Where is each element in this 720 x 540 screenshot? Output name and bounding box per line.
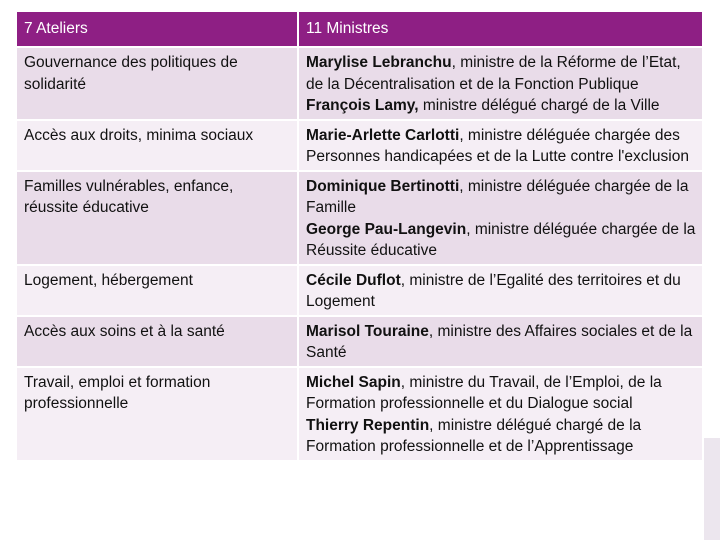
ministres-cell [298, 367, 703, 460]
table-header-row [17, 12, 703, 47]
ministres-cell [298, 171, 703, 265]
minister-entry [306, 219, 696, 262]
minister-role: , ministre de la Réforme de l’Etat, de la Décentralisation et de la Fonction Publique [306, 54, 681, 93]
minister-name: George Pau-Langevin [306, 220, 467, 238]
minister-name: Michel Sapin [306, 373, 401, 391]
atelier-cell: Gouvernance des politiques de solidarité [17, 47, 298, 120]
atelier-cell: Travail, emploi et formation professionnelle [17, 367, 298, 460]
header-ministres: 11 Ministres [298, 12, 703, 47]
minister-name: Marisol Touraine [306, 322, 429, 340]
ministres-cell [298, 47, 703, 120]
atelier-cell: Accès aux soins et à la santé [17, 316, 298, 367]
ministres-cell [298, 120, 703, 171]
minister-role: , ministre délégué chargé de la Formation professionnelle et de l’Apprentissage [306, 416, 642, 455]
minister-name: Dominique Bertinotti [306, 177, 460, 195]
minister-entry [306, 95, 696, 117]
minister-name: Cécile Duflot [306, 271, 401, 289]
minister-entry [306, 372, 696, 415]
table-row [17, 316, 703, 367]
minister-role: , ministre de l’Egalité des territoires et du Logement [306, 271, 681, 310]
table-row [17, 171, 703, 265]
slide-corner-decoration [704, 438, 720, 540]
atelier-cell: Familles vulnérables, enfance, réussite éducative [17, 171, 298, 265]
table-row [17, 120, 703, 171]
minister-name: Marie-Arlette Carlotti [306, 126, 460, 144]
minister-role: , ministre des Affaires sociales et de la Santé [306, 322, 693, 361]
ministres-cell [298, 265, 703, 316]
table-row [17, 367, 703, 460]
minister-entry [306, 52, 696, 95]
table-row [17, 47, 703, 120]
atelier-cell: Accès aux droits, minima sociaux [17, 120, 298, 171]
ateliers-ministres-table [17, 12, 704, 460]
minister-role: , ministre du Travail, de l’Emploi, de la Formation professionnelle et du Dialogue social [306, 373, 662, 412]
minister-name: Thierry Repentin [306, 416, 430, 434]
table-row [17, 265, 703, 316]
ministres-cell [298, 316, 703, 367]
minister-entry [306, 270, 696, 313]
minister-entry [306, 176, 696, 219]
atelier-cell: Logement, hébergement [17, 265, 298, 316]
minister-role: , ministre déléguée chargée de la Réussite éducative [306, 220, 696, 259]
minister-role: ministre délégué chargé de la Ville [418, 97, 660, 114]
minister-name: Marylise Lebranchu [306, 54, 452, 71]
minister-entry [306, 321, 696, 364]
minister-name: François Lamy, [306, 97, 419, 114]
header-ateliers: 7 Ateliers [17, 12, 298, 47]
minister-role: , ministre déléguée chargée de la Famille [306, 177, 689, 216]
minister-entry [306, 415, 696, 458]
minister-entry [306, 125, 696, 168]
minister-role: , ministre déléguée chargée des Personnes handicapées et de la Lutte contre l'exclusion [306, 126, 689, 165]
